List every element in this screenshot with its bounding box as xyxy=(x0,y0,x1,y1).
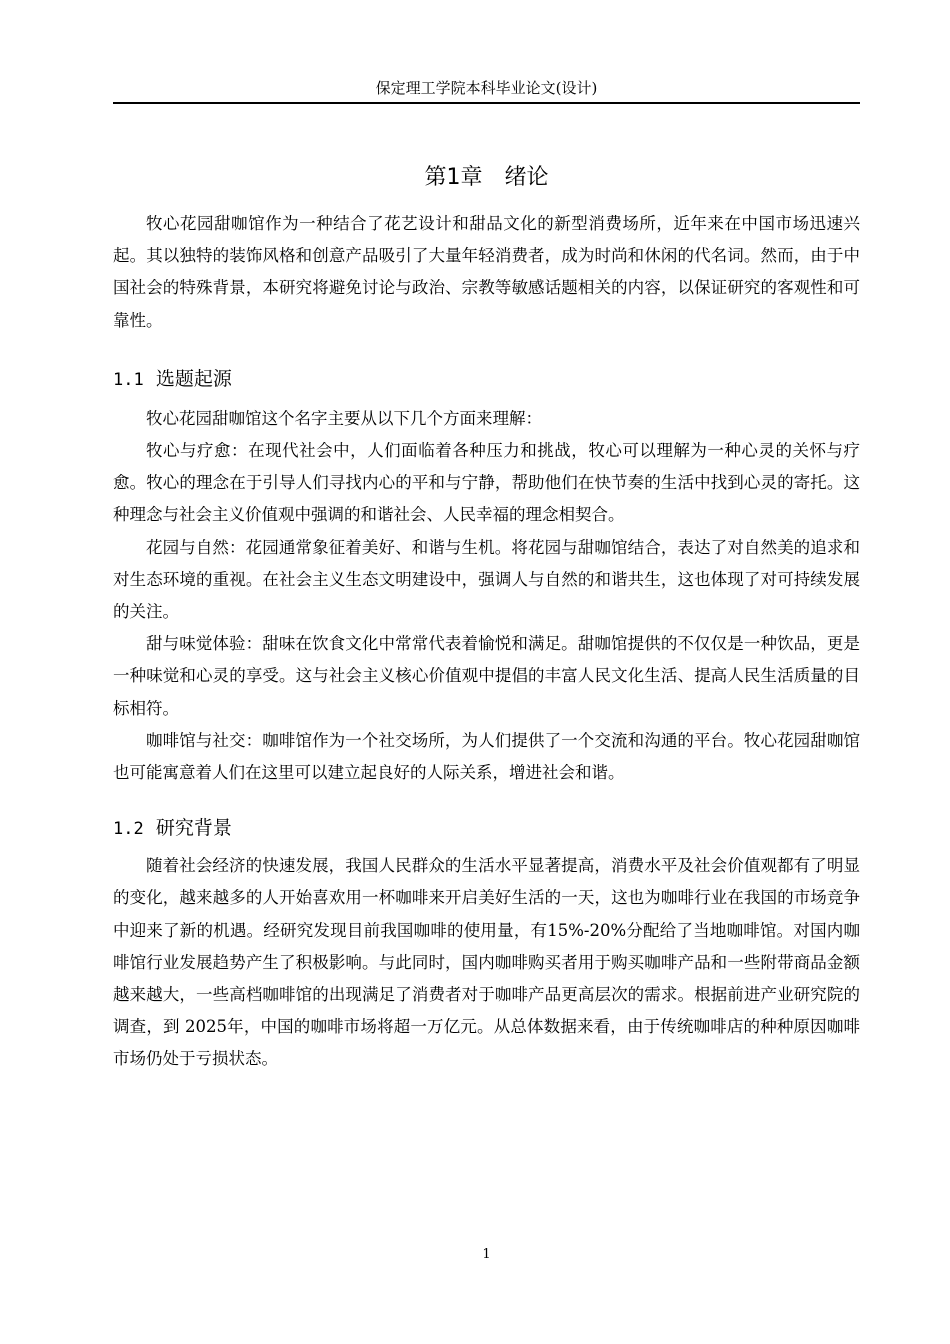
chapter-name: 绪论 xyxy=(504,164,549,190)
page-number: 1 xyxy=(482,1247,491,1262)
section-number: 1.1 xyxy=(113,369,144,390)
paragraph: 咖啡馆与社交：咖啡馆作为一个社交场所，为人们提供了一个交流和沟通的平台。牧心花园甜咖馆也可能寓意着人们在这里可以建立起良好的人际关系，增进社会和谐。 xyxy=(113,730,860,783)
paragraph: 牧心与疗愈：在现代社会中，人们面临着各种压力和挑战，牧心可以理解为一种心灵的关怀与疗愈。牧心的理念在于引导人们寻找内心的平和与宁静，帮助他们在快节奏的生活中找到心灵的寄托。这种理念与社会主义价值观中强调的和谐社会、人民幸福的理念相契合。 xyxy=(113,441,860,525)
chapter-number: 第1章 xyxy=(424,164,483,190)
paragraph: 甜与味觉体验：甜味在饮食文化中常常代表着愉悦和满足。甜咖馆提供的不仅仅是一种饮品，更是一种味觉和心灵的享受。这与社会主义核心价值观中提倡的丰富人民文化生活、提高人民生活质量的目标相符。 xyxy=(113,634,860,718)
body-text xyxy=(113,208,860,1076)
intro-paragraph: 牧心花园甜咖馆作为一种结合了花艺设计和甜品文化的新型消费场所，近年来在中国市场迅速兴起。其以独特的装饰风格和创意产品吸引了大量年轻消费者，成为时尚和休闲的代名词。然而，由于中国社会的特殊背景，本研究将避免讨论与政治、宗教等敏感话题相关的内容，以保证研究的客观性和可靠性。 xyxy=(113,214,860,330)
section-title: 选题起源 xyxy=(155,367,232,390)
running-header: 保定理工学院本科毕业论文(设计) xyxy=(113,78,860,104)
section-number: 1.2 xyxy=(113,819,144,840)
paragraph: 花园与自然：花园通常象征着美好、和谐与生机。将花园与甜咖馆结合，表达了对自然美的追求和对生态环境的重视。在社会主义生态文明建设中，强调人与自然的和谐共生，这也体现了对可持续发展的关注。 xyxy=(113,537,860,622)
section-heading-1-1 xyxy=(113,364,860,395)
paragraph: 牧心花园甜咖馆这个名字主要从以下几个方面来理解： xyxy=(146,408,542,428)
section-title: 研究背景 xyxy=(155,817,232,840)
paragraph: 随着社会经济的快速发展，我国人民群众的生活水平显著提高，消费水平及社会价值观都有了明显的变化，越来越多的人开始喜欢用一杯咖啡来开启美好生活的一天，这也为咖啡行业在我国的市场竞争中迎来了新的机遇。经研究发现目前我国咖啡的使用量，有15%-20%分配给了当地咖啡馆。对国内咖啡馆行业发展趋势产生了积极影响。与此同时，国内咖啡购买者用于购买咖啡产品和一些附带商品金额越来越大，一些高档咖啡馆的出现满足了消费者对于咖啡产品更高层次的需求。根据前进产业研究院的调查，到 2025年，中国的咖啡市场将超一万亿元。从总体数据来看，由于传统咖啡店的种种原因咖啡市场仍处于亏损状态。 xyxy=(113,856,860,1069)
section-heading-1-2 xyxy=(113,813,860,844)
chapter-title xyxy=(113,163,860,193)
